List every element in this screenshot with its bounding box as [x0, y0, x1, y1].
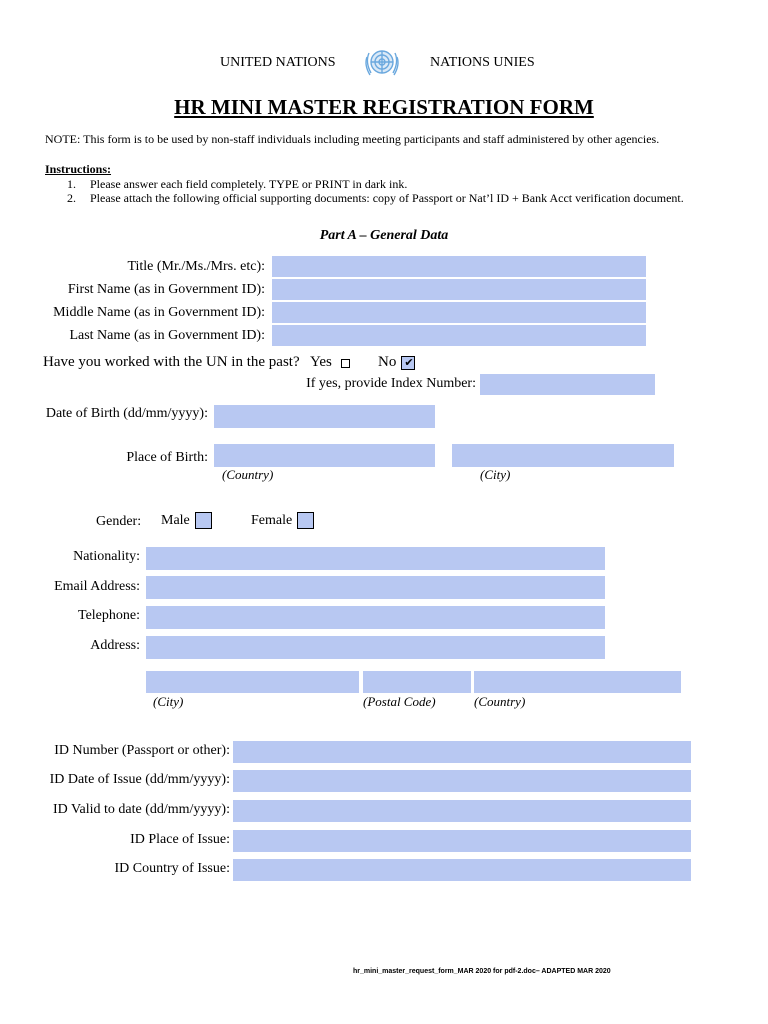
form-title-text: HR MINI MASTER REGISTRATION FORM: [174, 95, 594, 119]
pob-country-field[interactable]: [214, 444, 435, 467]
email-field[interactable]: [146, 576, 605, 599]
address-field[interactable]: [146, 636, 605, 659]
id-valid-date-field[interactable]: [233, 800, 691, 822]
part-a-heading: Part A – General Data: [319, 228, 449, 243]
last-name-field[interactable]: [272, 325, 646, 346]
header-united-nations: UNITED NATIONS: [220, 55, 336, 70]
id-valid-date-label: ID Valid to date (dd/mm/yyyy):: [52, 802, 230, 817]
address-city-caption: (City): [153, 694, 184, 709]
address-postal-caption: (Postal Code): [363, 694, 436, 709]
nationality-field[interactable]: [146, 547, 605, 570]
telephone-field[interactable]: [146, 606, 605, 629]
gender-label: Gender:: [96, 514, 142, 529]
instruction-item: Please answer each field completely. TYPE or PRINT in dark ink.: [90, 177, 408, 191]
instruction-number: 1.: [67, 177, 76, 191]
id-place-field[interactable]: [233, 830, 691, 852]
middle-name-label: Middle Name (as in Government ID):: [53, 305, 265, 320]
id-place-label: ID Place of Issue:: [130, 832, 230, 847]
title-label: Title (Mr./Ms./Mrs. etc):: [127, 259, 265, 274]
dob-field[interactable]: [214, 405, 435, 428]
address-city-field[interactable]: [146, 671, 359, 693]
first-name-label: First Name (as in Government ID):: [67, 282, 265, 297]
nationality-label: Nationality:: [73, 549, 140, 564]
address-country-field[interactable]: [474, 671, 681, 693]
last-name-label: Last Name (as in Government ID):: [69, 328, 265, 343]
dob-label: Date of Birth (dd/mm/yyyy):: [45, 406, 208, 421]
footer-filename: hr_mini_master_request_form_MAR 2020 for pdf-2.doc– ADAPTED MAR 2020: [353, 968, 611, 975]
worked-un-no-checkbox[interactable]: [401, 356, 415, 370]
header-nations-unies: NATIONS UNIES: [430, 55, 535, 70]
first-name-field[interactable]: [272, 279, 646, 300]
pob-city-field[interactable]: [452, 444, 674, 467]
id-issue-date-field[interactable]: [233, 770, 691, 792]
pob-city-caption: (City): [480, 467, 511, 482]
instruction-number: 2.: [67, 191, 76, 205]
form-title: [0, 95, 768, 120]
telephone-label: Telephone:: [78, 608, 140, 623]
middle-name-field[interactable]: [272, 302, 646, 323]
index-number-field[interactable]: [480, 374, 655, 395]
note-text: NOTE: This form is to be used by non-staff individuals including meeting participants and staff administered by other agencies.: [45, 132, 660, 146]
un-emblem-icon: [363, 45, 401, 81]
female-label: Female: [251, 513, 293, 528]
email-label: Email Address:: [54, 579, 140, 594]
id-issue-date-label: ID Date of Issue (dd/mm/yyyy):: [49, 772, 230, 787]
id-number-label: ID Number (Passport or other):: [54, 743, 230, 758]
male-label: Male: [161, 513, 190, 528]
id-number-field[interactable]: [233, 741, 691, 763]
address-label: Address:: [90, 638, 140, 653]
worked-un-question: Have you worked with the UN in the past?: [43, 354, 300, 370]
index-number-label: If yes, provide Index Number:: [306, 376, 476, 391]
address-country-caption: (Country): [474, 694, 526, 709]
instructions-heading: Instructions:: [45, 162, 112, 176]
worked-un-yes-checkbox[interactable]: [341, 359, 350, 368]
no-label: No: [378, 354, 397, 370]
yes-label: Yes: [310, 354, 332, 370]
instruction-item: Please attach the following official supporting documents: copy of Passport or Nat’l ID + Bank Acct verification document.: [90, 191, 684, 205]
pob-country-caption: (Country): [222, 467, 274, 482]
pob-label: Place of Birth:: [126, 450, 208, 465]
gender-male-checkbox[interactable]: [195, 512, 212, 529]
title-field[interactable]: [272, 256, 646, 277]
checkmark-icon: ✔: [404, 357, 414, 369]
id-country-field[interactable]: [233, 859, 691, 881]
gender-female-checkbox[interactable]: [297, 512, 314, 529]
id-country-label: ID Country of Issue:: [114, 861, 230, 876]
address-postal-code-field[interactable]: [363, 671, 471, 693]
